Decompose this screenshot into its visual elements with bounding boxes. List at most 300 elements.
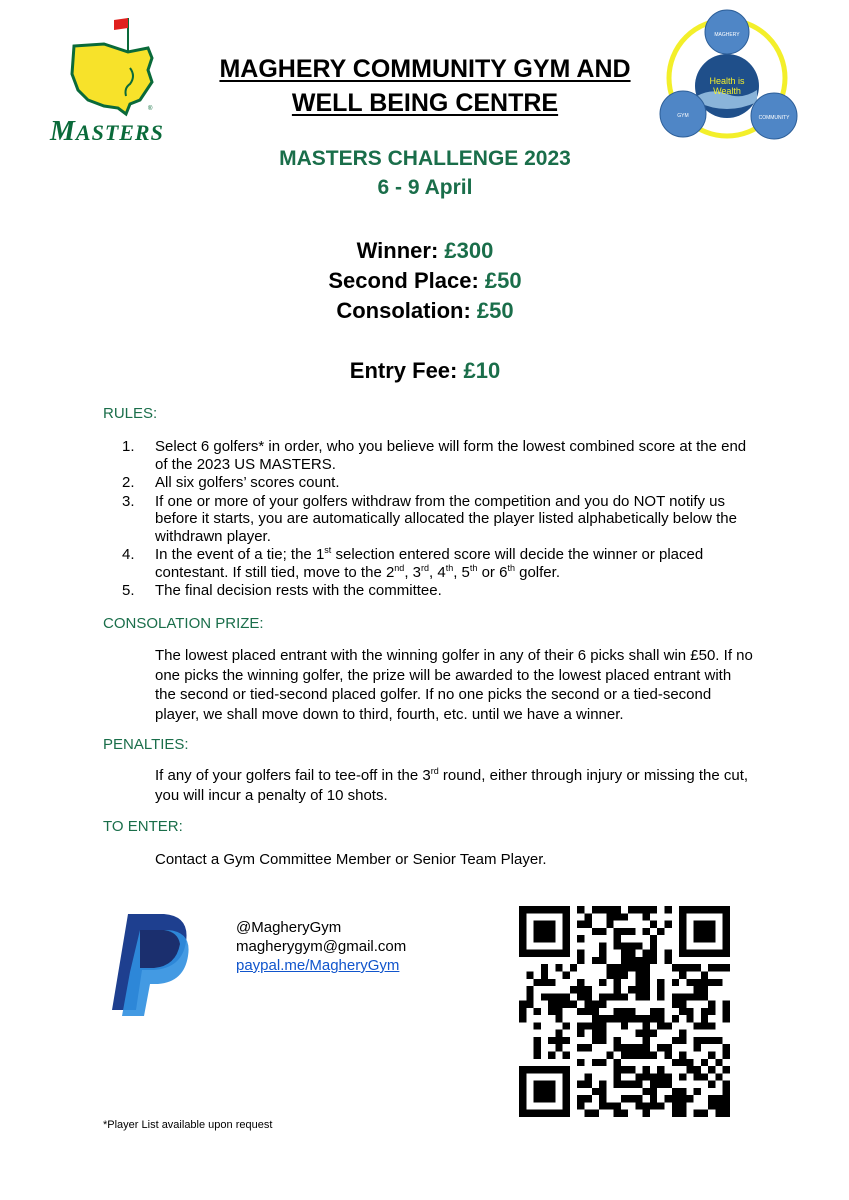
qr-module <box>541 928 548 935</box>
organisation-title <box>190 52 660 120</box>
qr-module <box>606 1052 613 1059</box>
qr-module <box>665 921 672 928</box>
qr-module <box>650 935 657 942</box>
qr-module <box>519 1088 526 1095</box>
qr-module <box>723 1052 730 1059</box>
qr-module <box>621 957 628 964</box>
penalties-text: If any of your golfers fail to tee-off in the 3rd round, either through injury or missing the cut, you will incur a penalty of 10 shots. <box>155 766 749 804</box>
qr-module <box>650 942 657 949</box>
qr-module <box>723 1102 730 1109</box>
qr-module <box>555 1001 562 1008</box>
qr-module <box>555 993 562 1000</box>
qr-module <box>679 1052 686 1059</box>
qr-module <box>701 986 708 993</box>
qr-module <box>563 1022 570 1029</box>
qr-module <box>686 1015 693 1022</box>
rule-item: 3. If one or more of your golfers withdraw from the competition and you do NOT notify us before it starts, you are automatically allocated the player listed alphabetically below the withdrawn player. <box>122 492 737 545</box>
qr-module <box>643 964 650 971</box>
event-title: MASTERS CHALLENGE 2023 <box>279 147 571 170</box>
qr-module <box>563 993 570 1000</box>
qr-module <box>650 1081 657 1088</box>
qr-module <box>614 906 621 913</box>
qr-module <box>715 1110 722 1117</box>
paypal-link[interactable]: paypal.me/MagheryGym <box>236 957 400 974</box>
qr-module <box>599 1102 606 1109</box>
qr-module <box>592 1088 599 1095</box>
email-address: magherygym@gmail.com <box>236 938 407 955</box>
qr-module <box>584 993 591 1000</box>
qr-module <box>519 1008 526 1015</box>
entry-fee: Entry Fee: £10 <box>349 358 501 383</box>
prize-second: Second Place: £50 <box>328 268 522 293</box>
qr-module <box>672 1088 679 1095</box>
qr-module <box>592 1059 599 1066</box>
qr-module <box>534 1022 541 1029</box>
qr-module <box>643 1022 650 1029</box>
qr-module <box>555 1066 562 1073</box>
qr-module <box>657 928 664 935</box>
qr-module <box>723 1095 730 1102</box>
qr-module <box>577 1081 584 1088</box>
org-title-line2: WELL BEING CENTRE <box>291 89 559 117</box>
qr-module <box>599 1001 606 1008</box>
qr-module <box>708 1066 715 1073</box>
qr-module <box>686 964 693 971</box>
qr-module <box>548 950 555 957</box>
qr-module <box>614 942 621 949</box>
qr-module <box>679 906 686 913</box>
qr-module <box>548 1095 555 1102</box>
qr-module <box>679 1030 686 1037</box>
qr-module <box>679 950 686 957</box>
qr-module <box>672 1001 679 1008</box>
qr-module <box>592 1008 599 1015</box>
qr-module <box>643 979 650 986</box>
qr-module <box>577 1102 584 1109</box>
qr-module <box>643 1037 650 1044</box>
qr-module <box>526 906 533 913</box>
qr-module <box>599 979 606 986</box>
qr-module <box>577 993 584 1000</box>
qr-module <box>672 1059 679 1066</box>
qr-module <box>701 979 708 986</box>
qr-module <box>643 950 650 957</box>
qr-module <box>621 1066 628 1073</box>
qr-module <box>708 921 715 928</box>
qr-module <box>606 993 613 1000</box>
qr-module <box>650 1030 657 1037</box>
qr-module <box>599 1022 606 1029</box>
qr-module <box>541 1095 548 1102</box>
qr-module <box>621 913 628 920</box>
qr-module <box>621 942 628 949</box>
rules-list <box>122 438 747 601</box>
qr-module <box>657 1066 664 1073</box>
qr-module <box>650 1073 657 1080</box>
qr-module <box>548 906 555 913</box>
qr-module <box>534 928 541 935</box>
qr-module <box>715 1059 722 1066</box>
qr-module <box>701 906 708 913</box>
qr-module <box>577 979 584 986</box>
qr-module <box>563 921 570 928</box>
qr-module <box>519 1015 526 1022</box>
qr-module <box>694 986 701 993</box>
paypal-logo <box>106 910 196 1018</box>
qr-module <box>534 1044 541 1051</box>
qr-module <box>686 950 693 957</box>
qr-module <box>555 1110 562 1117</box>
qr-module <box>635 964 642 971</box>
qr-module <box>577 986 584 993</box>
qr-module <box>650 957 657 964</box>
qr-module <box>555 950 562 957</box>
qr-module <box>555 1037 562 1044</box>
qr-module <box>643 1102 650 1109</box>
prize-winner: Winner: £300 <box>356 238 494 263</box>
qr-module <box>672 1015 679 1022</box>
qr-module <box>694 906 701 913</box>
rules-heading: RULES: <box>103 405 158 422</box>
qr-module <box>584 1081 591 1088</box>
qr-module <box>635 942 642 949</box>
qr-module <box>541 1066 548 1073</box>
qr-module <box>555 906 562 913</box>
qr-module <box>665 1073 672 1080</box>
qr-module <box>635 906 642 913</box>
qr-module <box>584 986 591 993</box>
qr-module <box>694 928 701 935</box>
qr-module <box>723 1088 730 1095</box>
prize-consolation: Consolation: £50 <box>336 298 514 323</box>
qr-module <box>723 906 730 913</box>
qr-module <box>534 1088 541 1095</box>
qr-module <box>534 1095 541 1102</box>
qr-code[interactable] <box>519 906 730 1117</box>
qr-module <box>621 1110 628 1117</box>
qr-module <box>592 1001 599 1008</box>
qr-module <box>701 928 708 935</box>
qr-module <box>614 979 621 986</box>
qr-module <box>548 921 555 928</box>
qr-module <box>541 906 548 913</box>
qr-module <box>570 1001 577 1008</box>
qr-module <box>694 1037 701 1044</box>
qr-module <box>548 1001 555 1008</box>
qr-module <box>555 1030 562 1037</box>
qr-module <box>635 1095 642 1102</box>
qr-module <box>577 1044 584 1051</box>
qr-module <box>650 950 657 957</box>
qr-module <box>665 1095 672 1102</box>
qr-module <box>584 1044 591 1051</box>
qr-module <box>715 964 722 971</box>
qr-module <box>665 1044 672 1051</box>
qr-module <box>519 913 526 920</box>
qr-module <box>643 1044 650 1051</box>
qr-module <box>621 1008 628 1015</box>
qr-module <box>519 906 526 913</box>
svg-text:COMMUNITY: COMMUNITY <box>758 115 790 121</box>
qr-module <box>686 1059 693 1066</box>
qr-module <box>723 950 730 957</box>
masters-wordmark: MASTERS <box>50 116 164 147</box>
qr-module <box>694 935 701 942</box>
qr-module <box>679 993 686 1000</box>
qr-module <box>599 906 606 913</box>
qr-module <box>577 935 584 942</box>
qr-module <box>548 1066 555 1073</box>
social-handle: @MagheryGym <box>236 919 342 936</box>
qr-module <box>570 986 577 993</box>
qr-module <box>563 928 570 935</box>
qr-module <box>628 986 635 993</box>
qr-module <box>708 1008 715 1015</box>
qr-module <box>577 1095 584 1102</box>
qr-module <box>541 935 548 942</box>
gym-logo <box>652 6 802 146</box>
qr-module <box>679 1059 686 1066</box>
qr-module <box>701 935 708 942</box>
qr-module <box>555 1015 562 1022</box>
qr-module <box>614 1102 621 1109</box>
qr-module <box>563 1088 570 1095</box>
qr-module <box>628 957 635 964</box>
qr-module <box>694 950 701 957</box>
qr-module <box>534 1081 541 1088</box>
qr-module <box>672 993 679 1000</box>
qr-module <box>628 1066 635 1073</box>
qr-module <box>657 1015 664 1022</box>
qr-module <box>606 1102 613 1109</box>
qr-module <box>643 1030 650 1037</box>
qr-module <box>643 913 650 920</box>
qr-module <box>534 906 541 913</box>
qr-module <box>679 1001 686 1008</box>
qr-module <box>715 1073 722 1080</box>
qr-module <box>686 1008 693 1015</box>
consolation-text: The lowest placed entrant with the winning golfer in any of their 6 picks shall win £50. If no one picks the winning golfer, the prize will be awarded to the lowest placed entrant with the second or tied-second placed golfer. If no one picks the second or a tied-second player, we shall move down to third, fourth, etc. until we have a winner. <box>155 647 753 723</box>
qr-module <box>534 950 541 957</box>
qr-module <box>715 950 722 957</box>
qr-module <box>635 993 642 1000</box>
qr-module <box>599 1095 606 1102</box>
qr-module <box>650 1015 657 1022</box>
qr-module <box>541 971 548 978</box>
qr-module <box>701 1022 708 1029</box>
qr-module <box>686 979 693 986</box>
qr-module <box>519 1110 526 1117</box>
qr-module <box>650 1008 657 1015</box>
qr-module <box>614 928 621 935</box>
qr-module <box>679 935 686 942</box>
qr-module <box>541 964 548 971</box>
svg-text:MAGHERY: MAGHERY <box>714 32 740 38</box>
qr-module <box>679 971 686 978</box>
qr-module <box>614 993 621 1000</box>
qr-module <box>570 964 577 971</box>
svg-text:Wealth: Wealth <box>713 86 741 96</box>
qr-module <box>708 1102 715 1109</box>
qr-module <box>657 1081 664 1088</box>
svg-text:GYM: GYM <box>677 113 689 119</box>
qr-module <box>635 957 642 964</box>
qr-module <box>555 1044 562 1051</box>
qr-module <box>541 993 548 1000</box>
qr-module <box>548 1081 555 1088</box>
qr-module <box>563 906 570 913</box>
qr-module <box>701 1073 708 1080</box>
qr-module <box>723 1008 730 1015</box>
qr-module <box>621 964 628 971</box>
qr-module <box>548 1008 555 1015</box>
qr-module <box>606 906 613 913</box>
qr-module <box>635 979 642 986</box>
rule-item: 2. All six golfers’ scores count. <box>122 474 340 491</box>
qr-module <box>614 1066 621 1073</box>
qr-module <box>723 942 730 949</box>
qr-module <box>621 1052 628 1059</box>
qr-module <box>679 928 686 935</box>
qr-module <box>701 993 708 1000</box>
contact-block <box>236 918 406 975</box>
qr-module <box>606 921 613 928</box>
qr-module <box>657 1102 664 1109</box>
qr-module <box>548 935 555 942</box>
qr-module <box>541 921 548 928</box>
qr-module <box>715 1102 722 1109</box>
qr-module <box>577 921 584 928</box>
to-enter-text: Contact a Gym Committee Member or Senior Team Player. <box>155 851 547 868</box>
qr-module <box>534 921 541 928</box>
qr-module <box>621 993 628 1000</box>
qr-module <box>679 1008 686 1015</box>
qr-module <box>672 979 679 986</box>
qr-module <box>541 1110 548 1117</box>
qr-module <box>621 1022 628 1029</box>
qr-module <box>599 1088 606 1095</box>
qr-module <box>686 906 693 913</box>
qr-module <box>563 1066 570 1073</box>
qr-module <box>519 1102 526 1109</box>
qr-module <box>563 1037 570 1044</box>
qr-module <box>606 1015 613 1022</box>
qr-module <box>563 1073 570 1080</box>
qr-module <box>701 1037 708 1044</box>
qr-module <box>614 1081 621 1088</box>
qr-module <box>643 1110 650 1117</box>
qr-module <box>621 1044 628 1051</box>
qr-module <box>577 1008 584 1015</box>
qr-module <box>643 1066 650 1073</box>
qr-module <box>643 971 650 978</box>
qr-module <box>694 1044 701 1051</box>
qr-module <box>628 950 635 957</box>
qr-module <box>548 1110 555 1117</box>
qr-module <box>541 979 548 986</box>
qr-module <box>555 1008 562 1015</box>
qr-module <box>635 986 642 993</box>
qr-module <box>526 1110 533 1117</box>
qr-module <box>694 979 701 986</box>
qr-module <box>723 964 730 971</box>
qr-module <box>541 950 548 957</box>
qr-module <box>665 1052 672 1059</box>
qr-module <box>534 1110 541 1117</box>
qr-module <box>563 1095 570 1102</box>
qr-module <box>614 1037 621 1044</box>
qr-module <box>592 928 599 935</box>
qr-module <box>694 921 701 928</box>
qr-module <box>694 964 701 971</box>
qr-module <box>577 1030 584 1037</box>
qr-module <box>563 1001 570 1008</box>
qr-module <box>701 921 708 928</box>
qr-module <box>614 1073 621 1080</box>
qr-module <box>628 1015 635 1022</box>
qr-module <box>599 928 606 935</box>
qr-module <box>621 971 628 978</box>
qr-module <box>577 906 584 913</box>
qr-module <box>577 957 584 964</box>
qr-module <box>621 950 628 957</box>
qr-module <box>526 1001 533 1008</box>
qr-module <box>519 1073 526 1080</box>
qr-module <box>635 1073 642 1080</box>
qr-module <box>665 1022 672 1029</box>
qr-module <box>526 986 533 993</box>
qr-module <box>563 1102 570 1109</box>
rule-item: 5. The final decision rests with the committee. <box>122 582 442 599</box>
qr-module <box>679 1095 686 1102</box>
qr-module <box>541 1081 548 1088</box>
qr-module <box>672 1037 679 1044</box>
qr-module <box>519 1001 526 1008</box>
qr-module <box>665 1081 672 1088</box>
qr-module <box>599 1081 606 1088</box>
qr-module <box>643 1052 650 1059</box>
qr-module <box>715 1037 722 1044</box>
qr-module <box>657 1008 664 1015</box>
qr-module <box>584 1022 591 1029</box>
qr-module <box>628 1095 635 1102</box>
qr-module <box>526 993 533 1000</box>
qr-module <box>541 1088 548 1095</box>
qr-module <box>534 1066 541 1073</box>
qr-module <box>643 1073 650 1080</box>
qr-module <box>592 957 599 964</box>
qr-module <box>708 1022 715 1029</box>
qr-module <box>679 1110 686 1117</box>
qr-module <box>679 942 686 949</box>
qr-module <box>665 957 672 964</box>
qr-module <box>679 964 686 971</box>
qr-module <box>526 971 533 978</box>
qr-module <box>650 1052 657 1059</box>
qr-module <box>723 1110 730 1117</box>
qr-module <box>548 1052 555 1059</box>
qr-module <box>694 1110 701 1117</box>
qr-module <box>643 986 650 993</box>
qr-module <box>650 1088 657 1095</box>
qr-module <box>621 1015 628 1022</box>
qr-module <box>672 1095 679 1102</box>
qr-module <box>657 993 664 1000</box>
qr-module <box>723 1066 730 1073</box>
qr-module <box>723 913 730 920</box>
qr-module <box>672 1110 679 1117</box>
to-enter-heading: TO ENTER: <box>103 818 183 835</box>
